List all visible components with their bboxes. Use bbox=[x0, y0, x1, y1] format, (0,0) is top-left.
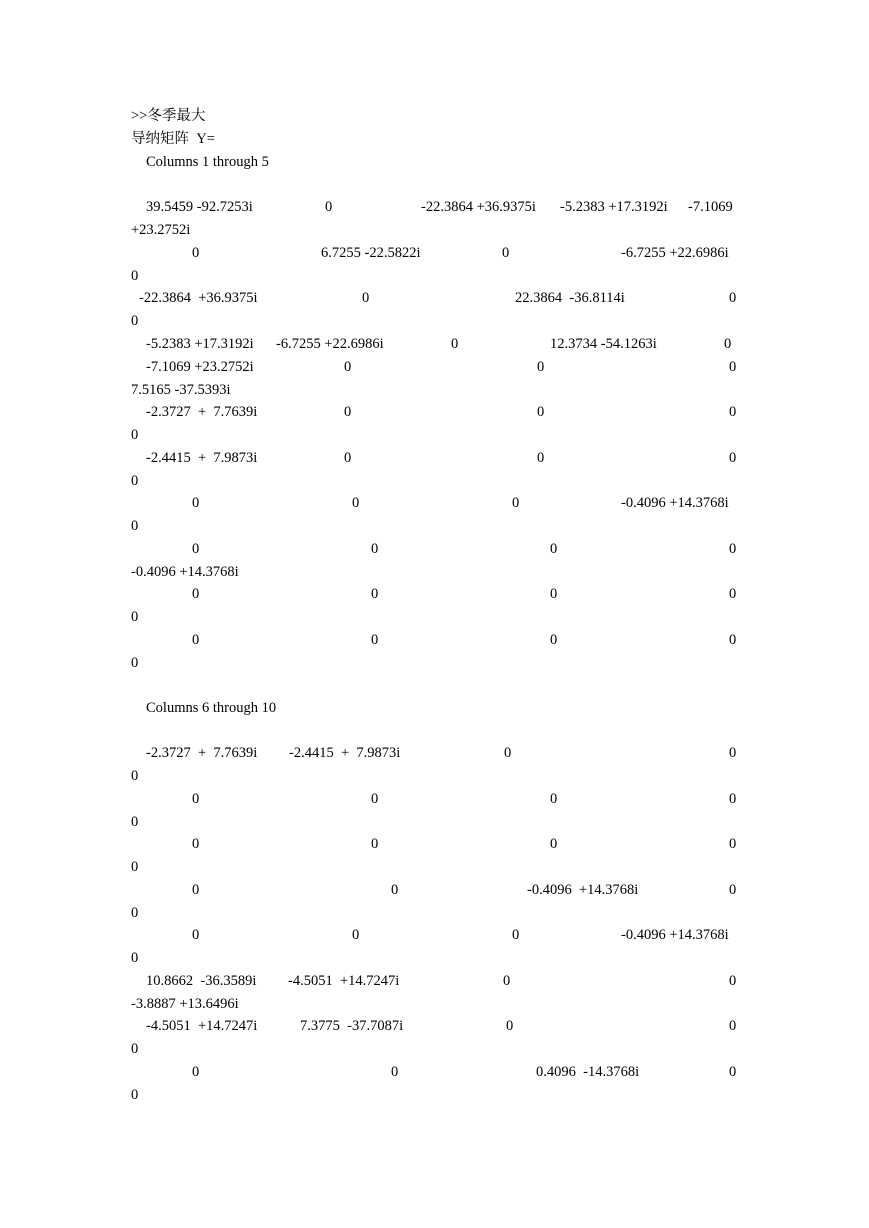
matrix-cell: 0 bbox=[729, 586, 737, 602]
matrix-cell: 0 bbox=[506, 1018, 514, 1034]
matrix-cell: 0 bbox=[371, 586, 379, 602]
matrix-cell: 0 bbox=[344, 450, 352, 466]
matrix-cell: 0 bbox=[371, 541, 379, 557]
matrix-cell: 0.4096 -14.3768i bbox=[536, 1064, 640, 1080]
matrix-cell-wrap: 0 bbox=[131, 655, 139, 671]
matrix-cell-wrap: 0 bbox=[131, 473, 139, 489]
matrix-cell: 0 bbox=[192, 495, 200, 511]
matrix-cell: -6.7255 +22.6986i bbox=[276, 336, 384, 352]
matrix-cell: -0.4096 +14.3768i bbox=[527, 882, 639, 898]
matrix-cell: 10.8662 -36.3589i bbox=[146, 973, 257, 989]
matrix-cell-wrap: -3.8887 +13.6496i bbox=[131, 996, 239, 1012]
matrix-cell: 0 bbox=[724, 336, 732, 352]
matrix-cell: 0 bbox=[550, 586, 558, 602]
matrix-cell-wrap: 0 bbox=[131, 814, 139, 830]
matrix-cell: -7.1069 bbox=[688, 199, 733, 215]
matrix-cell-wrap: 7.5165 -37.5393i bbox=[131, 382, 231, 398]
matrix-cell: 0 bbox=[451, 336, 459, 352]
matrix-cell: 0 bbox=[344, 359, 352, 375]
matrix-cell: 0 bbox=[192, 1064, 200, 1080]
matrix-cell: 0 bbox=[729, 791, 737, 807]
matrix-cell: 0 bbox=[391, 882, 399, 898]
matrix-cell: 0 bbox=[362, 290, 370, 306]
matrix-cell: 39.5459 -92.7253i bbox=[146, 199, 253, 215]
matrix-cell: 0 bbox=[550, 836, 558, 852]
matrix-cell: 0 bbox=[550, 541, 558, 557]
matrix-cell: -4.5051 +14.7247i bbox=[146, 1018, 258, 1034]
matrix-cell: 0 bbox=[192, 632, 200, 648]
matrix-cell: 0 bbox=[512, 927, 520, 943]
matrix-cell: 0 bbox=[371, 836, 379, 852]
matrix-cell: 0 bbox=[729, 290, 737, 306]
matrix-cell: 0 bbox=[192, 791, 200, 807]
matrix-cell-wrap: 0 bbox=[131, 268, 139, 284]
matrix-cell-wrap: 0 bbox=[131, 518, 139, 534]
matrix-cell: -4.5051 +14.7247i bbox=[288, 973, 400, 989]
matrix-cell: 0 bbox=[550, 791, 558, 807]
matrix-cell: 0 bbox=[504, 745, 512, 761]
matrix-cell: -5.2383 +17.3192i bbox=[560, 199, 668, 215]
matrix-cell-wrap: 0 bbox=[131, 905, 139, 921]
matrix-cell: 0 bbox=[537, 450, 545, 466]
matrix-cell-wrap: 0 bbox=[131, 313, 139, 329]
matrix-cell: -2.3727 + 7.7639i bbox=[146, 745, 258, 761]
matrix-cell-wrap: +23.2752i bbox=[131, 222, 191, 238]
matrix-cell: 0 bbox=[729, 632, 737, 648]
matrix-cell: 0 bbox=[503, 973, 511, 989]
matrix-cell: -5.2383 +17.3192i bbox=[146, 336, 254, 352]
matrix-cell: 0 bbox=[537, 359, 545, 375]
matrix-cell: 0 bbox=[729, 359, 737, 375]
matrix-cell: -2.4415 + 7.9873i bbox=[289, 745, 401, 761]
matrix-cell-wrap: -0.4096 +14.3768i bbox=[131, 564, 239, 580]
matrix-cell: -2.3727 + 7.7639i bbox=[146, 404, 258, 420]
matrix-cell: 0 bbox=[192, 245, 200, 261]
matrix-cell: 0 bbox=[371, 632, 379, 648]
matrix-cell: 0 bbox=[729, 836, 737, 852]
matrix-cell: 0 bbox=[325, 199, 333, 215]
matrix-cell: 0 bbox=[192, 586, 200, 602]
columns-header-1-5: Columns 1 through 5 bbox=[146, 154, 269, 170]
matrix-cell: 0 bbox=[352, 927, 360, 943]
matrix-cell: 0 bbox=[729, 973, 737, 989]
matrix-cell: 0 bbox=[729, 1064, 737, 1080]
matrix-label: 导纳矩阵 Y= bbox=[131, 131, 215, 147]
command-prompt: >>冬季最大 bbox=[131, 108, 206, 124]
matrix-cell: 0 bbox=[192, 882, 200, 898]
matrix-cell: 0 bbox=[729, 450, 737, 466]
matrix-cell: 0 bbox=[729, 745, 737, 761]
matrix-cell: 0 bbox=[537, 404, 545, 420]
matrix-cell: -2.4415 + 7.9873i bbox=[146, 450, 258, 466]
matrix-cell-wrap: 0 bbox=[131, 427, 139, 443]
matrix-cell-wrap: 0 bbox=[131, 609, 139, 625]
matrix-cell: 0 bbox=[192, 541, 200, 557]
matrix-cell-wrap: 0 bbox=[131, 859, 139, 875]
matrix-cell: 0 bbox=[729, 541, 737, 557]
matrix-cell-wrap: 0 bbox=[131, 1087, 139, 1103]
matrix-cell: 22.3864 -36.8114i bbox=[515, 290, 625, 306]
matrix-cell: 0 bbox=[352, 495, 360, 511]
matrix-cell: 0 bbox=[502, 245, 510, 261]
matrix-cell: 12.3734 -54.1263i bbox=[550, 336, 657, 352]
matrix-cell-wrap: 0 bbox=[131, 768, 139, 784]
matrix-cell: -0.4096 +14.3768i bbox=[621, 927, 729, 943]
matrix-cell: 0 bbox=[729, 1018, 737, 1034]
matrix-cell: 0 bbox=[729, 404, 737, 420]
matrix-cell: 0 bbox=[729, 882, 737, 898]
matrix-cell: 6.7255 -22.5822i bbox=[321, 245, 421, 261]
matrix-cell: -0.4096 +14.3768i bbox=[621, 495, 729, 511]
matrix-cell: 0 bbox=[391, 1064, 399, 1080]
matrix-cell: 0 bbox=[550, 632, 558, 648]
matrix-cell-wrap: 0 bbox=[131, 950, 139, 966]
matrix-cell: -22.3864 +36.9375i bbox=[421, 199, 536, 215]
matrix-cell: 0 bbox=[192, 927, 200, 943]
columns-header-6-10: Columns 6 through 10 bbox=[146, 700, 277, 716]
matrix-cell: 7.3775 -37.7087i bbox=[300, 1018, 404, 1034]
matrix-cell: 0 bbox=[192, 836, 200, 852]
matrix-cell-wrap: 0 bbox=[131, 1041, 139, 1057]
matrix-cell: 0 bbox=[344, 404, 352, 420]
matrix-cell: -7.1069 +23.2752i bbox=[146, 359, 254, 375]
matrix-cell: 0 bbox=[371, 791, 379, 807]
matrix-cell: -22.3864 +36.9375i bbox=[139, 290, 258, 306]
matrix-cell: 0 bbox=[512, 495, 520, 511]
matrix-cell: -6.7255 +22.6986i bbox=[621, 245, 729, 261]
